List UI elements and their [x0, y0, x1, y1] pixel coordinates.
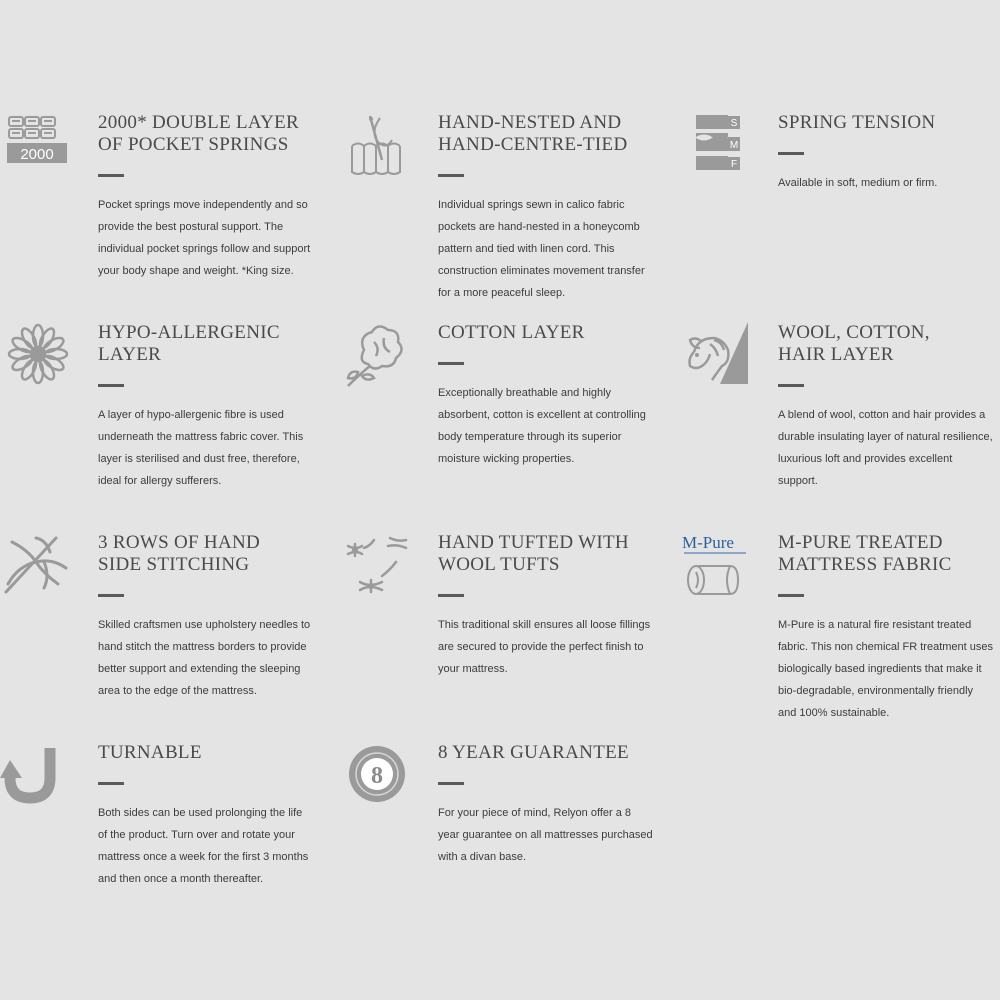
- feature-title: 2000* DOUBLE LAYER OF POCKET SPRINGS: [98, 112, 300, 155]
- feature-description: For your piece of mind, Relyon offer a 8 year guarantee on all mattresses purchased with a divan base.: [438, 807, 653, 863]
- pocket-springs-icon-label: 2000: [20, 146, 54, 163]
- guarantee-seal-icon: [340, 742, 410, 812]
- title-rule: [778, 594, 804, 597]
- spring-tension-icon: [680, 112, 750, 182]
- flower-icon: [0, 322, 70, 392]
- feature-title: HAND-NESTED AND HAND-CENTRE-TIED: [438, 112, 628, 155]
- stitching-icon: [0, 532, 70, 602]
- feature-title: HAND TUFTED WITH WOOL TUFTS: [438, 532, 629, 575]
- feature-title: 8 YEAR GUARANTEE: [438, 742, 629, 763]
- pocket-springs-icon: [0, 112, 70, 182]
- feature-title: COTTON LAYER: [438, 322, 585, 343]
- title-rule: [778, 152, 804, 155]
- title-rule: [98, 384, 124, 387]
- feature-title: 3 ROWS OF HAND SIDE STITCHING: [98, 532, 261, 575]
- feature-title: SPRING TENSION: [778, 112, 936, 133]
- feature-description: Skilled craftsmen use upholstery needles to hand stitch the mattress borders to provide better support and extending the sleeping area to the edge of the mattress.: [98, 619, 311, 697]
- title-rule: [98, 594, 124, 597]
- medium-label: M: [729, 140, 739, 151]
- title-rule: [98, 782, 124, 785]
- title-rule: [438, 594, 464, 597]
- feature-title: TURNABLE: [98, 742, 202, 763]
- guarantee-seal-number: 8: [371, 763, 383, 789]
- turn-arrow-icon: [0, 742, 70, 812]
- feature-description: Available in soft, medium or firm.: [778, 177, 938, 189]
- needle-thread-icon: [340, 112, 410, 182]
- cotton-plant-icon: [340, 322, 410, 392]
- tufts-icon: [340, 532, 410, 602]
- title-rule: [98, 174, 124, 177]
- feature-description: A layer of hypo-allergenic fibre is used underneath the mattress fabric cover. This layer is sterilised and dust free, therefore, ideal for allergy sufferers.: [98, 409, 304, 487]
- feature-description: M-Pure is a natural fire resistant treated fabric. This non chemical FR treatment uses biologically based ingredients that make it bio-degradable, environmentally friendly and 100% sustainable.: [778, 619, 993, 719]
- feature-description: Both sides can be used prolonging the life of the product. Turn over and rotate your mattress once a week for the first 3 months and then once a month thereafter.: [98, 807, 309, 885]
- feature-description: This traditional skill ensures all loose fillings are secured to provide the perfect finish to your mattress.: [438, 619, 651, 675]
- feature-description: Pocket springs move independently and so provide the best postural support. The individual pocket springs follow and support your body shape and weight. *King size.: [98, 199, 311, 277]
- title-rule: [778, 384, 804, 387]
- feature-title: WOOL, COTTON, HAIR LAYER: [778, 322, 930, 365]
- feature-title: HYPO-ALLERGENIC LAYER: [98, 322, 280, 365]
- m-pure-logo-icon: [680, 532, 750, 602]
- title-rule: [438, 174, 464, 177]
- title-rule: [438, 362, 464, 365]
- soft-label: S: [730, 118, 738, 129]
- feature-description: Individual springs sewn in calico fabric pockets are hand-nested in a honeycomb pattern and tied with linen cord. This construction eliminates movement transfer for a more peaceful sleep.: [438, 199, 645, 299]
- feature-description: Exceptionally breathable and highly absorbent, cotton is excellent at controlling body temperature through its superior moisture wicking properties.: [438, 387, 646, 465]
- title-rule: [438, 782, 464, 785]
- firm-label: F: [730, 159, 738, 170]
- m-pure-logo-text: M-Pure: [682, 533, 734, 552]
- feature-title: M-PURE TREATED MATTRESS FABRIC: [778, 532, 952, 575]
- feature-description: A blend of wool, cotton and hair provides a durable insulating layer of natural resilience, luxurious loft and provides excellent support.: [778, 409, 993, 487]
- sheep-icon: [680, 322, 750, 392]
